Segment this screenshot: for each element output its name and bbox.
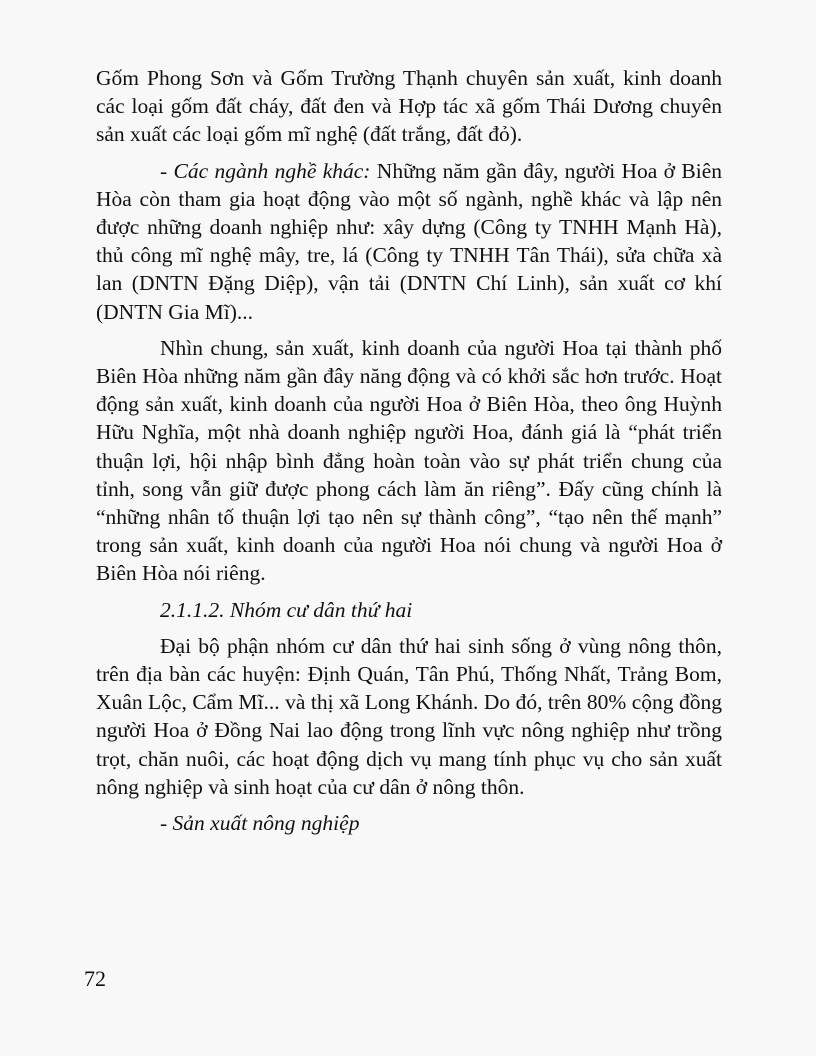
paragraph-overview	[96, 334, 722, 588]
other-industries-lead: - Các ngành nghề khác:	[160, 158, 371, 183]
body-text	[96, 64, 722, 837]
section-heading: 2.1.1.2. Nhóm cư dân thứ hai	[160, 597, 413, 622]
paragraph-pottery-text: Gốm Phong Sơn và Gốm Trường Thạnh chuyên sản xuất, kinh doanh các loại gốm đất cháy, đất đen và Hợp tác xã gốm Thái Dương chuyên sản xuất các loại gốm mĩ nghệ (đất trắng, đất đỏ).	[96, 66, 722, 147]
paragraph-pottery	[96, 64, 722, 149]
page-number: 72	[84, 966, 106, 991]
paragraph-other-industries	[96, 157, 722, 326]
subheading-agriculture: - Sản xuất nông nghiệp	[160, 811, 360, 836]
paragraph-overview-text: Nhìn chung, sản xuất, kinh doanh của người Hoa tại thành phố Biên Hòa những năm gần đây năng động và có khởi sắc hơn trước. Hoạt động sản xuất, kinh doanh của người Hoa ở Biên Hòa, theo ông Huỳnh Hữu Nghĩa, một nhà doanh nghiệp người Hoa, đánh giá là “phát triển thuận lợi, hội nhập bình đẳng hoàn toàn vào sự phát triển chung của tỉnh, song vẫn giữ được phong cách làm ăn riêng”. Đấy cũng chính là “những nhân tố thuận lợi tạo nên sự thành công”, “tạo nên thế mạnh” trong sản xuất, kinh doanh của người Hoa nói chung và người Hoa ở Biên Hòa nói riêng.	[96, 335, 722, 586]
other-industries-text: Những năm gần đây, người Hoa ở Biên Hòa còn tham gia hoạt động vào một số ngành, nghề khác và lập nên được những doanh nghiệp như: xây dựng (Công ty TNHH Mạnh Hà), thủ công mĩ nghệ mây, tre, lá (Công ty TNHH Tân Thái), sửa chữa xà lan (DNTN Đặng Diệp), vận tải (DNTN Chí Linh), sản xuất cơ khí (DNTN Gia Mĩ)...	[96, 158, 722, 324]
paragraph-second-group: Đại bộ phận nhóm cư dân thứ hai sinh sống ở vùng nông thôn, trên địa bàn các huyện: Định Quán, Tân Phú, Thống Nhất, Trảng Bom, Xuân Lộc, Cẩm Mĩ... và thị xã Long Khánh. Do đó, trên 80% cộng đồng người Hoa ở Đồng Nai lao động trong lĩnh vực nông nghiệp như trồng trọt, chăn nuôi, các hoạt động dịch vụ mang tính phục vụ cho sản xuất nông nghiệp và sinh hoạt của cư dân ở nông thôn.	[96, 633, 722, 799]
